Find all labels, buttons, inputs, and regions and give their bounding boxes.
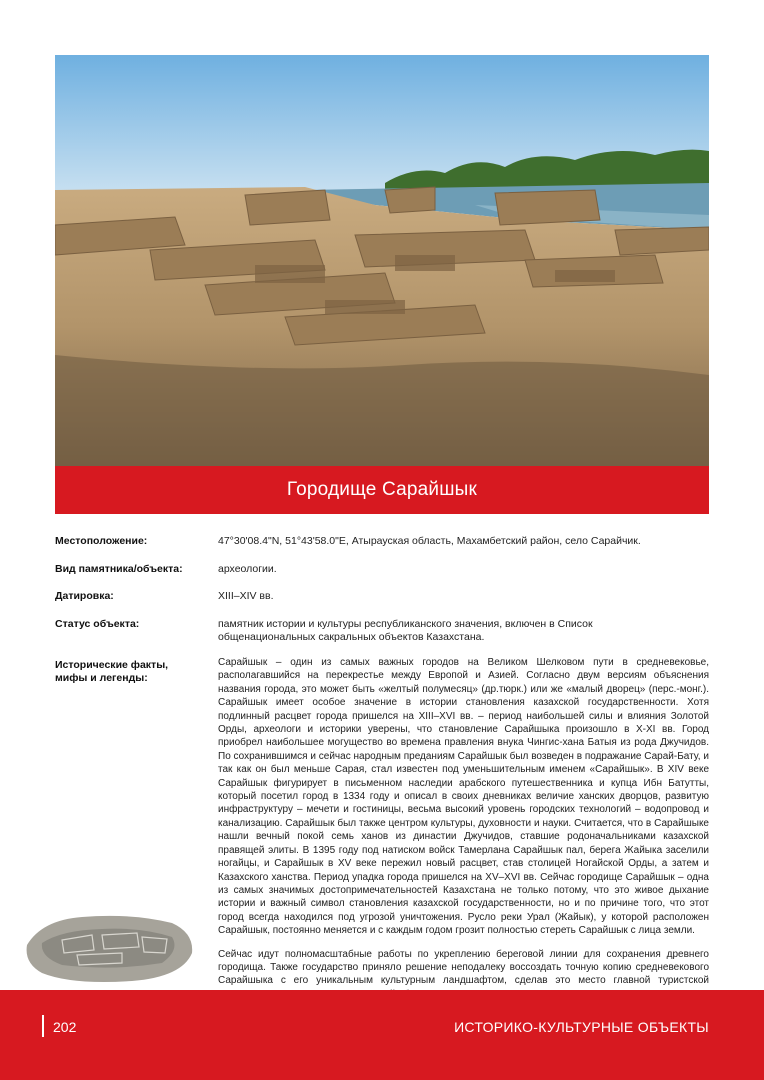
history-paragraph-1: Сарайшык – один из самых важных городов на Великом Шелковом пути в средневековье, располагавшийся на перекрестье между Европой и Азией. Согласно двум версиям объяснения названия города, это может быть «желтый полумесяц» (др.тюрк.) или же «малый дворец» (перс.-монг.). Сарайшык имеет особое значение в истории становления казахской государственности. Хотя подлинный расцвет города пришелся на XIII–XVI вв. – период наибольшей силы и влияния Золотой Орды, археологи и историки уверены, что становление Сарайшыка произошло в X-XI вв. Город приобрел наибольшее могущество во времена правления внука Чингис-хана Батыя из рода Джучидов. По сохранившимся и сейчас народным преданиям Сарайшык был возведен в подражание Сарай-Бату, и так как он был меньше Сарая, стал известен под уменьшительным именем «Сарайшык». В XIV веке Сарайшык фигурирует в письменном наследии арабского путешественника и купца Ибн Батутты, который посетил город в 1334 году и описал в своих дневниках величие ханских дворцов, развитую инфраструктуру – мечети и гостиницы, весьма высокий уровень городских технологий – водопровод и канализацию. Сарайшык был также центром культуры, духовности и науки. Считается, что в Сарайшыке нашли вечный покой семь ханов из династии Джучидов, ставшие родоначальниками казахской правящей элиты. В 1395 году под натиском войск Тамерлана Сарайшык пал, берега Жайыка заселили ногайцы, и Сарайшык в XV веке пережил новый расцвет, став столицей Ногайской Орды, а затем и Казахского ханства. Период упадка города пришелся на XV–XVI вв. Сейчас городище Сарайшык – одна из самых значимых достопримечательностей Казахстана не только потому, что это живое дыхание истории и важный символ становления казахской государственности, но и по причине того, что этот город всегда находился под угрозой уничтожения. Русло реки Урал (Жайык), у которой расположен Сарайшык, постоянно меняется и с каждым годом грозит полностью стереть Сарайшык с лица земли. (218, 657, 709, 937)
type-value: археологии. (218, 563, 277, 575)
history-paragraph-2: Сейчас идут полномасштабные работы по укреплению береговой линии для сохранения древнего городища. Также государство приняло решение неподалеку воссоздать точную копию средневекового Сарайшыка с его уникальным культурным ландшафтом, сделав это место главной туристской (218, 948, 709, 987)
page-number: 202 (53, 1019, 77, 1035)
status-label: Статус объекта: (55, 618, 140, 630)
history-label: Исторические факты, мифы и легенды: (55, 659, 169, 684)
footer (0, 990, 764, 1080)
history-text (218, 656, 709, 1011)
dating-value: XIII–XIV вв. (218, 590, 274, 602)
dating-label: Датировка: (55, 590, 114, 602)
status-value: памятник истории и культуры республиканского значения, включен в Список общенациональных сакральных объектов Казахстана. (218, 618, 593, 643)
aerial-thumbnail (22, 905, 197, 987)
page-title: Городище Сарайшык (55, 466, 709, 514)
site-photo (55, 55, 709, 466)
location-label: Местоположение: (55, 535, 148, 547)
section-title: ИСТОРИКО-КУЛЬТУРНЫЕ ОБЪЕКТЫ (454, 1019, 709, 1035)
footer-divider (42, 1015, 44, 1037)
location-value: 47°30'08.4"N, 51°43'58.0"E, Атырауская область, Махамбетский район, село Сарайчик. (218, 535, 641, 547)
type-label: Вид памятника/объекта: (55, 563, 183, 575)
